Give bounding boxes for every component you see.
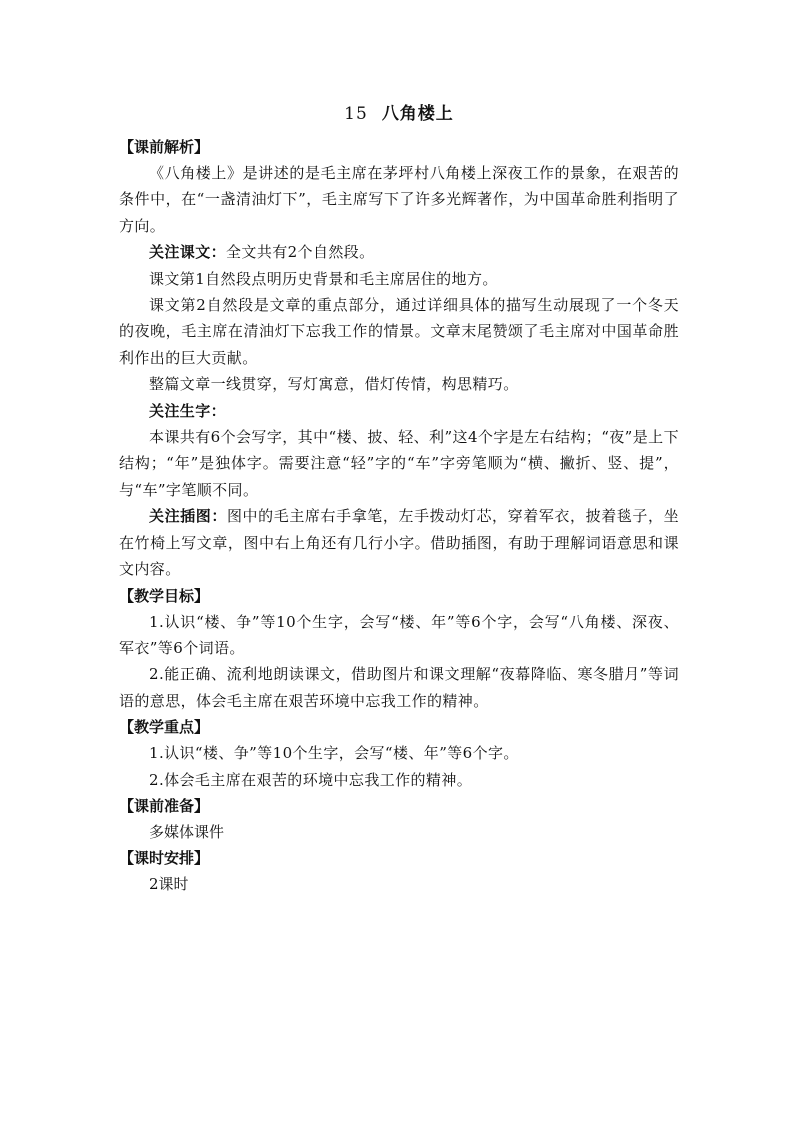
analysis-paragraph-picture — [119, 503, 679, 582]
section-heading-analysis: 【课前解析】 — [119, 138, 210, 156]
section-heading-schedule: 【课时安排】 — [119, 849, 210, 868]
goal-item-1: 1.认识“楼、争”等10个生字，会写“楼、年”等6个字，会写“八角楼、深夜、军衣”等6个词语。 — [119, 612, 679, 657]
analysis-paragraph-section2: 课文第2自然段是文章的重点部分，通过详细具体的描写生动展现了一个冬天的夜晚，毛主席在清油灯下忘我工作的情景。文章末尾赞颂了毛主席对中国革命胜利作出的巨大贡献。 — [119, 296, 679, 367]
text-focus-label: 关注课文： — [149, 243, 227, 262]
prep-item: 多媒体课件 — [149, 822, 225, 841]
analysis-paragraph-text-focus — [119, 239, 679, 265]
lesson-title: 八角楼上 — [381, 104, 454, 124]
section-heading-key-points: 【教学重点】 — [119, 718, 210, 737]
section-heading-prep: 【课前准备】 — [119, 796, 210, 815]
analysis-paragraph-intro: 《八角楼上》是讲述的是毛主席在茅坪村八角楼上深夜工作的景象，在艰苦的条件中，在“一盏清油灯下”，毛主席写下了许多光辉著作，为中国革命胜利指明了方向。 — [119, 164, 679, 235]
analysis-paragraph-section1: 课文第1自然段点明历史背景和毛主席居住的地方。 — [149, 269, 498, 288]
picture-focus-body: 图中的毛主席右手拿笔，左手拨动灯芯，穿着军衣，披着毯子，坐在竹椅上写文章，图中右上角还有几行小字。借助插图，有助于理解词语意思和课文内容。 — [119, 507, 679, 579]
goal-item-2: 2.能正确、流利地朗读课文，借助图片和课文理解“夜幕降临、寒冬腊月”等词语的意思，体会毛主席在艰苦环境中忘我工作的精神。 — [119, 665, 679, 710]
key-point-item-2: 2.体会毛主席在艰苦的环境中忘我工作的精神。 — [149, 770, 473, 789]
analysis-paragraph-chars: 本课共有6个会写字，其中“楼、披、轻、利”这4个字是左右结构；“夜”是上下结构；“年”是独体字。需要注意“轻”字的“车”字旁笔顺为“横、撇折、竖、提”，与“车”字笔顺不同。 — [119, 428, 679, 499]
schedule-item: 2课时 — [149, 875, 189, 894]
section-heading-goals: 【教学目标】 — [119, 586, 210, 605]
text-focus-body: 全文共有2个自然段。 — [226, 243, 375, 262]
lesson-number: 15 — [344, 104, 368, 124]
document-page — [119, 100, 679, 898]
chars-focus-label: 关注生字： — [149, 401, 227, 420]
key-point-item-1: 1.认识“楼、争”等10个生字，会写“楼、年”等6个字。 — [149, 744, 519, 763]
picture-focus-label: 关注插图： — [149, 507, 227, 526]
page-title — [119, 100, 679, 128]
analysis-paragraph-structure: 整篇文章一线贯穿，写灯寓意，借灯传情，构思精巧。 — [149, 375, 519, 394]
analysis-paragraph-chars-label — [119, 398, 679, 424]
